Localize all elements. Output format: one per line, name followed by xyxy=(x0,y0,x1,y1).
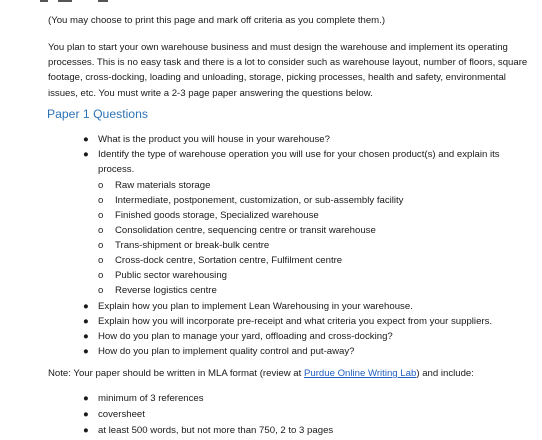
circle-bullet-icon: o xyxy=(98,210,104,221)
operation-type-item: o Finished goods storage, Specialized warehouse xyxy=(115,208,319,223)
bullet-icon: ● xyxy=(83,316,89,327)
purdue-owl-link[interactable]: Purdue Online Writing Lab xyxy=(303,368,417,379)
question-text: Explain how you plan to implement Lean Warehousing in your warehouse. xyxy=(98,301,413,312)
operation-type-item: o Public sector warehousing xyxy=(115,268,227,283)
cut-off-title-fragment xyxy=(40,0,108,8)
requirement-item: ● coversheet xyxy=(98,407,145,422)
operation-type-item: o Cross-dock centre, Sortation centre, Fulfilment centre xyxy=(115,253,342,268)
question-item xyxy=(83,132,518,147)
circle-bullet-icon: o xyxy=(98,285,104,296)
question-item xyxy=(83,329,393,344)
operation-type-item: o Reverse logistics centre xyxy=(115,283,217,298)
question-text: Identify the type of warehouse operation you will use for your chosen product(s) and explain its process. xyxy=(98,149,500,176)
circle-bullet-icon: o xyxy=(98,240,104,251)
section-heading: Paper 1 Questions xyxy=(47,107,148,121)
bullet-icon: ● xyxy=(83,346,89,357)
bullet-icon: ● xyxy=(83,393,89,404)
question-item xyxy=(83,314,493,329)
bullet-icon: ● xyxy=(83,149,89,160)
question-item xyxy=(83,344,355,359)
circle-bullet-icon: o xyxy=(98,225,104,236)
question-text: What is the product you will house in your warehouse? xyxy=(98,134,330,145)
intro-paragraph: You plan to start your own warehouse business and must design the warehouse and implement its operating processes. This is no easy task and there is a lot to consider such as warehouse layout, number of floors, square footage, cross-docking, loading and unloading, storage, picking processes, health and safety, environmental issues, etc. You must write a 2-3 page paper answering the questions below. xyxy=(48,42,528,99)
mla-note: Note: Your paper should be written in MLA format (review at Purdue Online Writing Lab) and include: xyxy=(48,368,474,379)
operation-type-item: o Intermediate, postponement, customization, or sub-assembly facility xyxy=(115,193,403,208)
question-text: Explain how you will incorporate pre-receipt and what criteria you expect from your suppliers. xyxy=(98,316,493,327)
bullet-icon: ● xyxy=(83,425,89,436)
question-item xyxy=(83,147,526,177)
operation-type-item: o Trans-shipment or break-bulk centre xyxy=(115,238,269,253)
question-text: How do you plan to implement quality control and put-away? xyxy=(98,346,355,357)
question-text: How do you plan to manage your yard, offloading and cross-docking? xyxy=(98,331,393,342)
operation-type-item: o Consolidation centre, sequencing centre or transit warehouse xyxy=(115,223,376,238)
bullet-icon: ● xyxy=(83,409,89,420)
circle-bullet-icon: o xyxy=(98,195,104,206)
bullet-icon: ● xyxy=(83,331,89,342)
question-item xyxy=(83,299,413,314)
bullet-icon: ● xyxy=(83,134,89,145)
requirement-item: ● at least 500 words, but not more than 750, 2 to 3 pages xyxy=(98,423,333,438)
operation-type-item: o Raw materials storage xyxy=(115,178,210,193)
circle-bullet-icon: o xyxy=(98,180,104,191)
circle-bullet-icon: o xyxy=(98,270,104,281)
print-note: (You may choose to print this page and mark off criteria as you complete them.) xyxy=(48,15,386,26)
circle-bullet-icon: o xyxy=(98,255,104,266)
requirement-item: ● minimum of 3 references xyxy=(98,391,204,406)
bullet-icon: ● xyxy=(83,301,89,312)
